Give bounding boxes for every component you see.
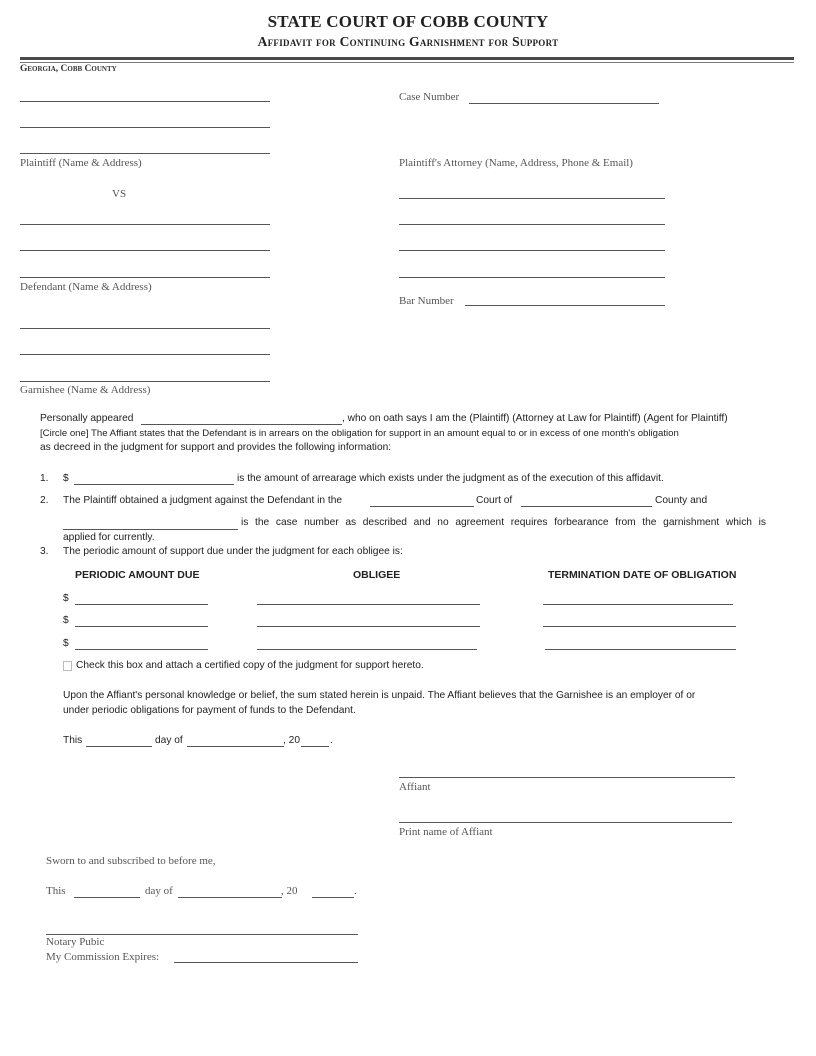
garnishee-label: Garnishee (Name & Address) xyxy=(20,384,151,396)
item3-text: The periodic amount of support due under the judgment for each obligee is: xyxy=(63,546,403,557)
defendant-line-1[interactable] xyxy=(20,224,270,225)
date-year-field[interactable] xyxy=(301,746,329,747)
attorney-line-1[interactable] xyxy=(399,198,665,199)
row2-dollar: $ xyxy=(63,615,69,626)
notary-label: Notary Pubic xyxy=(46,936,105,948)
item2-number: 2. xyxy=(40,495,49,506)
item2-text-c: County and xyxy=(655,495,708,506)
notary-month-field[interactable] xyxy=(178,897,282,898)
commission-label: My Commission Expires: xyxy=(46,951,160,963)
court-title: STATE COURT OF COBB COUNTY xyxy=(267,12,549,31)
item2-text-d: is the case number as described and no agreement requires forbearance from the garnishment which is xyxy=(241,517,766,528)
garnishee-line-2[interactable] xyxy=(20,354,270,355)
col-header-amount: PERIODIC AMOUNT DUE xyxy=(75,569,200,581)
oath-text: , who on oath says I am the (Plaintiff) (Attorney at Law for Plaintiff) (Agent for Plaintiff) xyxy=(342,413,728,424)
affiant-label: Affiant xyxy=(399,781,431,793)
notary-year-prefix: , 20 xyxy=(281,885,298,897)
garnishee-line-3[interactable] xyxy=(20,381,270,382)
judgment-case-number-field[interactable] xyxy=(63,529,238,530)
certified-copy-checkbox[interactable] xyxy=(63,661,72,671)
defendant-line-3[interactable] xyxy=(20,277,270,278)
print-name-line[interactable] xyxy=(399,822,732,823)
print-name-label: Print name of Affiant xyxy=(399,826,493,838)
arrearage-amount-field[interactable] xyxy=(74,484,234,485)
commission-expires-field[interactable] xyxy=(174,962,358,963)
garnishee-line-1[interactable] xyxy=(20,328,270,329)
sworn-text: Sworn to and subscribed to before me, xyxy=(46,855,216,867)
plaintiff-line-1[interactable] xyxy=(20,101,270,102)
item1-dollar: $ xyxy=(63,473,69,484)
item3-number: 3. xyxy=(40,546,49,557)
statement-line-2: [Circle one] The Affiant states that the Defendant is in arrears on the obligation for support in an amount equal to or in excess of one month's obligation xyxy=(40,428,679,439)
defendant-label: Defendant (Name & Address) xyxy=(20,281,152,293)
affiant-signature-line[interactable] xyxy=(399,777,735,778)
versus-label: VS xyxy=(112,188,127,200)
header-rule-thin xyxy=(20,62,794,63)
personally-appeared-text: Personally appeared xyxy=(40,413,134,424)
row2-termination-field[interactable] xyxy=(543,626,736,627)
checkbox-label: Check this box and attach a certified copy of the judgment for support hereto. xyxy=(76,660,424,671)
row3-obligee-field[interactable] xyxy=(257,649,477,650)
date-period: . xyxy=(330,735,333,746)
plaintiff-line-3[interactable] xyxy=(20,153,270,154)
date-this: This xyxy=(63,735,83,746)
attorney-line-2[interactable] xyxy=(399,224,665,225)
attorney-line-4[interactable] xyxy=(399,277,665,278)
row1-dollar: $ xyxy=(63,593,69,604)
statement-line-3: as decreed in the judgment for support and provides the following information: xyxy=(40,442,392,453)
form-title: Affidavit for Continuing Garnishment for Support xyxy=(257,34,559,49)
knowledge-line-1: Upon the Affiant's personal knowledge or belief, the sum stated herein is unpaid. The Affiant believes that the Garnishee is an employer of or xyxy=(63,690,696,701)
col-header-obligee: OBLIGEE xyxy=(353,569,401,581)
notary-period: . xyxy=(354,885,357,897)
row1-amount-field[interactable] xyxy=(75,604,208,605)
case-number-label: Case Number xyxy=(399,91,460,103)
notary-year-field[interactable] xyxy=(312,897,354,898)
date-year-prefix: , 20 xyxy=(283,735,300,746)
item2-text-b: Court of xyxy=(476,495,513,506)
case-number-field[interactable] xyxy=(469,103,659,104)
venue-label: Georgia, Cobb County xyxy=(20,64,117,74)
row3-amount-field[interactable] xyxy=(75,649,208,650)
knowledge-line-2: under periodic obligations for payment of funds to the Defendant. xyxy=(63,705,356,716)
item1-text: is the amount of arrearage which exists under the judgment as of the execution of this affidavit. xyxy=(237,473,664,484)
item2-text-a: The Plaintiff obtained a judgment against the Defendant in the xyxy=(63,495,343,506)
bar-number-field[interactable] xyxy=(465,305,665,306)
header-rule-thick xyxy=(20,57,794,60)
col-header-termination: TERMINATION DATE OF OBLIGATION xyxy=(548,569,737,581)
date-day-field[interactable] xyxy=(86,746,152,747)
row1-termination-field[interactable] xyxy=(543,604,733,605)
row3-termination-field[interactable] xyxy=(545,649,736,650)
attorney-line-3[interactable] xyxy=(399,250,665,251)
date-month-field[interactable] xyxy=(187,746,284,747)
row2-obligee-field[interactable] xyxy=(257,626,480,627)
plaintiff-label: Plaintiff (Name & Address) xyxy=(20,157,142,169)
county-name-field[interactable] xyxy=(521,506,652,507)
row3-dollar: $ xyxy=(63,638,69,649)
defendant-line-2[interactable] xyxy=(20,250,270,251)
row2-amount-field[interactable] xyxy=(75,626,208,627)
notary-signature-line[interactable] xyxy=(46,934,358,935)
item2-text-e: applied for currently. xyxy=(63,532,155,543)
notary-day-field[interactable] xyxy=(74,897,140,898)
date-day-of: day of xyxy=(155,735,183,746)
notary-this: This xyxy=(46,885,66,897)
notary-day-of: day of xyxy=(145,885,173,897)
plaintiff-line-2[interactable] xyxy=(20,127,270,128)
affiant-name-field[interactable] xyxy=(141,424,342,425)
bar-number-label: Bar Number xyxy=(399,295,454,307)
row1-obligee-field[interactable] xyxy=(257,604,480,605)
court-name-field[interactable] xyxy=(370,506,474,507)
attorney-label: Plaintiff's Attorney (Name, Address, Phone & Email) xyxy=(399,157,633,169)
item1-number: 1. xyxy=(40,473,49,484)
